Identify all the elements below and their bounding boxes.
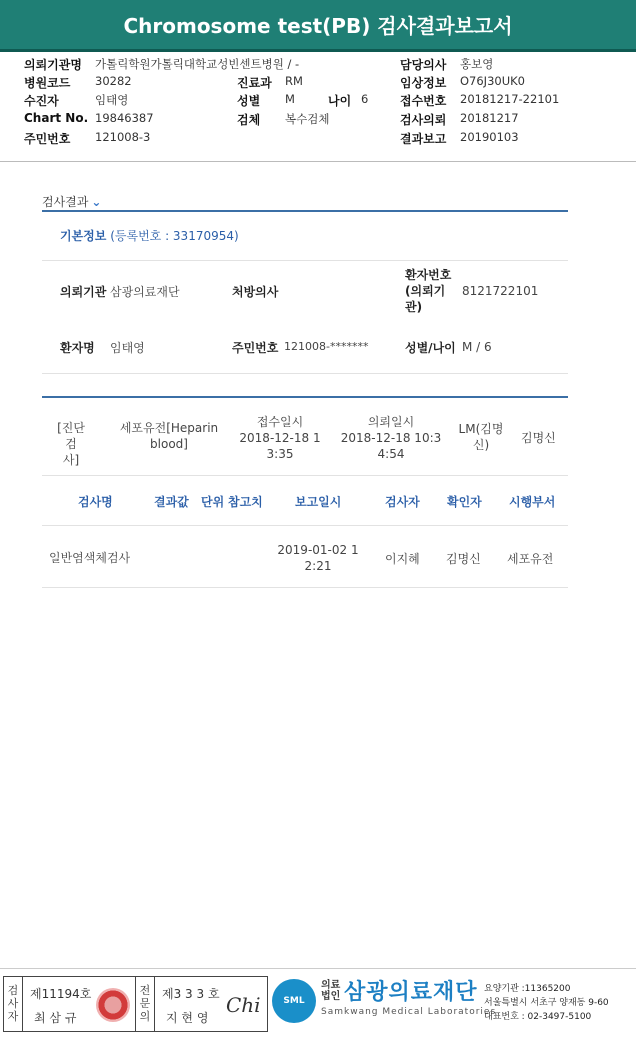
registration-number: (등록번호 : 33170954) <box>110 229 239 243</box>
col-test-name: 검사명 <box>78 495 113 509</box>
patient-name-label: 환자명 <box>60 341 95 355</box>
id-value: 121008-3 <box>95 130 151 144</box>
col-report-time: 보고일시 <box>295 495 342 509</box>
patient-number-label-line: (의뢰기 <box>405 284 446 298</box>
received-line: 3:35 <box>266 447 294 461</box>
age-value: 6 <box>361 92 369 106</box>
corporation-line: 법인 <box>321 991 341 1002</box>
report-time-line: 2:21 <box>304 559 332 573</box>
lm-line: LM(김명 <box>458 422 504 436</box>
test-department <box>114 420 224 452</box>
lm-name: 김명신 <box>521 431 556 445</box>
divider <box>42 396 568 398</box>
request-label: 검사의뢰 <box>400 113 447 127</box>
report-time-line: 2019-01-02 1 <box>277 543 359 557</box>
diagnosis-tag <box>56 420 86 468</box>
company-logo-icon: SML <box>272 979 316 1023</box>
lm-tag <box>456 421 506 453</box>
institution-code: 요양기관 :11365200 <box>484 984 571 994</box>
hospcode-label: 병원코드 <box>24 76 71 90</box>
diagnosis-line: 사] <box>62 453 80 467</box>
footer <box>0 968 636 1040</box>
id-label: 주민번호 <box>24 132 71 146</box>
age-label: 나이 <box>328 94 352 108</box>
clinical-label: 임상정보 <box>400 76 447 90</box>
dept-value: RM <box>285 74 303 88</box>
corporation-type <box>321 980 340 1002</box>
section-title: 검사결과 <box>42 195 89 209</box>
company-name: 삼광의료재단 <box>344 980 478 1005</box>
specialist-vertical-label: 전문의 <box>139 984 151 1023</box>
requested-line: 4:54 <box>377 447 405 461</box>
received-time <box>230 414 330 462</box>
signature-box <box>3 976 268 1032</box>
patient-number-label <box>405 267 465 315</box>
chart-value: 19846387 <box>95 111 154 125</box>
hospcode-value: 30282 <box>95 74 132 88</box>
company-address: 서울특별시 서초구 양재동 9-60 <box>484 998 609 1008</box>
tester-name: 최 삼 규 <box>34 1011 77 1025</box>
specialist-name: 지 현 영 <box>166 1011 209 1025</box>
clinical-value: O76J30UK0 <box>460 74 525 88</box>
org-value: 가톨릭학원가톨릭대학교성빈센트병원 / - <box>95 57 300 71</box>
seal-stamp-icon <box>96 988 130 1022</box>
report-label: 결과보고 <box>400 132 447 146</box>
chart-label: Chart No. <box>24 111 89 125</box>
col-result: 결과값 <box>154 495 189 509</box>
resident-value: 121008-******* <box>284 340 369 353</box>
basic-info-title <box>60 227 239 244</box>
patient-number-label-line: 환자번호 <box>405 268 452 282</box>
sex-value: M <box>285 92 295 106</box>
patient-label: 수진자 <box>24 94 59 108</box>
department-line: 세포유전[Heparin <box>119 421 219 435</box>
col-department: 시행부서 <box>509 495 556 509</box>
department-line: blood] <box>150 437 188 451</box>
col-unit: 단위 <box>201 495 225 509</box>
requested-line: 2018-12-18 10:3 <box>340 431 442 445</box>
resident-label: 주민번호 <box>232 341 279 355</box>
lm-line: 신) <box>472 438 490 452</box>
doctor-value: 홍보영 <box>460 57 494 71</box>
org-label: 의뢰기관명 <box>24 58 82 72</box>
diagnosis-line: [진단검 <box>57 421 85 451</box>
report-value: 20190103 <box>460 130 519 144</box>
divider <box>42 475 568 476</box>
sexage-label: 성별/나이 <box>405 341 456 355</box>
prescriber-label: 처방의사 <box>232 285 279 299</box>
results-panel <box>0 163 636 968</box>
request-value: 20181217 <box>460 111 519 125</box>
divider <box>42 373 568 374</box>
patient-number-value: 8121722101 <box>462 284 539 298</box>
tester: 이지혜 <box>385 552 420 566</box>
divider <box>22 977 23 1031</box>
tester-license-no: 제11194호 <box>30 987 92 1001</box>
req-inst-value: 삼광의료재단 <box>110 285 180 299</box>
department: 세포유전 <box>507 552 554 566</box>
company-phone: 대표번호 : 02-3497-5100 <box>484 1012 592 1022</box>
req-inst-label: 의뢰기관 <box>60 285 107 299</box>
receipt-label: 접수번호 <box>400 94 447 108</box>
divider <box>42 210 568 212</box>
col-reference: 참고치 <box>228 495 263 509</box>
patient-name-value: 임태영 <box>110 341 145 355</box>
col-tester: 검사자 <box>385 495 420 509</box>
patient-value: 임태영 <box>95 93 129 107</box>
specialist-license-no: 제3 3 3 호 <box>162 987 220 1001</box>
received-line: 2018-12-18 1 <box>239 431 321 445</box>
sex-label: 성별 <box>237 94 261 108</box>
checker: 김명신 <box>446 552 481 566</box>
specimen-label: 검체 <box>237 113 261 127</box>
divider <box>42 525 568 526</box>
corporation-line: 의료 <box>321 980 341 991</box>
doctor-label: 담당의사 <box>400 58 447 72</box>
divider <box>135 977 136 1031</box>
signature: Chi <box>226 993 261 1017</box>
divider <box>42 587 568 588</box>
test-name: 일반염색체검사 <box>49 551 131 565</box>
requested-label: 의뢰일시 <box>367 415 415 429</box>
report-title: Chromosome test(PB) 검사결과보고서 <box>0 0 636 52</box>
divider <box>42 260 568 261</box>
dept-label: 진료과 <box>237 76 272 90</box>
receipt-value: 20181217-22101 <box>460 92 560 106</box>
requested-time <box>336 414 446 462</box>
sexage-value: M / 6 <box>462 340 492 354</box>
specimen-value: 복수검체 <box>285 112 330 126</box>
basic-info-label: 기본정보 <box>60 229 107 243</box>
report-time <box>272 542 364 574</box>
patient-number-label-line: 관) <box>405 300 423 314</box>
col-checker: 확인자 <box>447 495 482 509</box>
section-toggle[interactable] <box>42 193 101 210</box>
tester-vertical-label: 검사자 <box>7 984 19 1023</box>
received-label: 접수일시 <box>256 415 304 429</box>
divider <box>154 977 155 1031</box>
chevron-down-icon: ⌄ <box>91 195 102 209</box>
company-name-english: Samkwang Medical Laboratories <box>321 1007 497 1017</box>
report-header <box>0 52 636 162</box>
